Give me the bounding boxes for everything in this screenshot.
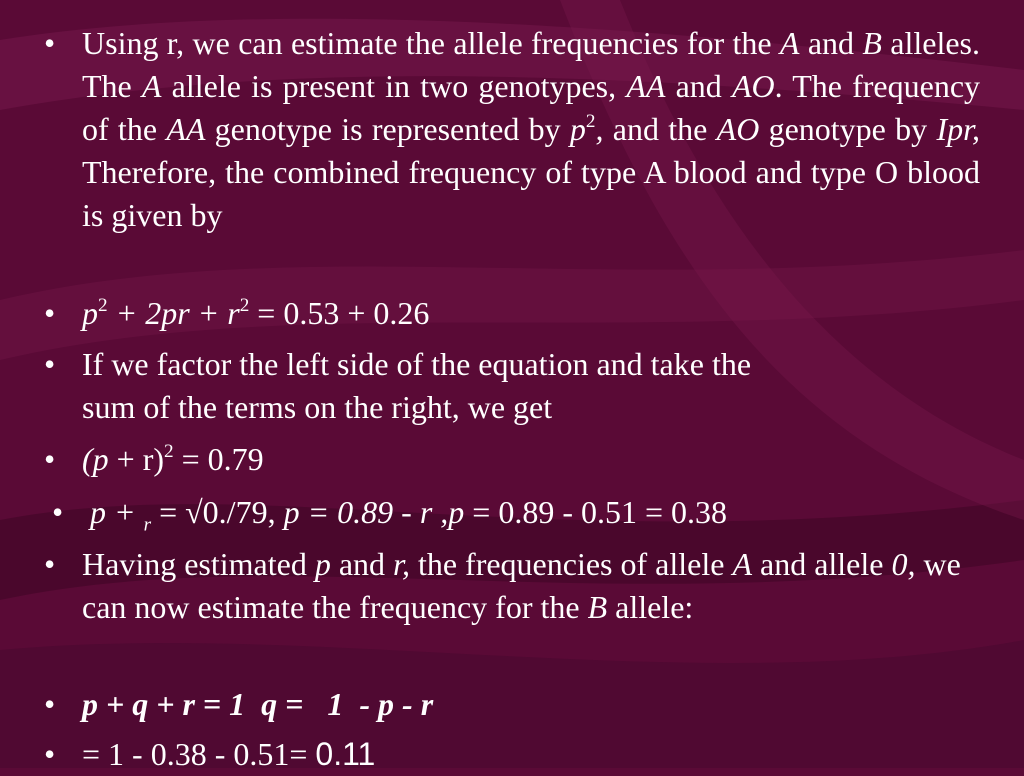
text-segment: p + q + r = 1 q = 1 - p - r [82, 686, 434, 722]
superscript: 2 [98, 295, 108, 317]
text-segment: genotype by [759, 111, 937, 147]
text-segment: AA [626, 68, 666, 104]
text-segment: Using r, we can estimate the allele frequencies for the [82, 25, 780, 61]
text-segment: and the [603, 111, 717, 147]
bullet-q-result [82, 733, 980, 776]
text-segment: 0, [891, 546, 916, 582]
text-line: sum of the terms on the right, we get [82, 389, 553, 425]
superscript: 2 [585, 111, 596, 133]
text-segment: = 0.89 - 0.51 = 0.38 [464, 494, 728, 530]
text-segment: A [732, 546, 752, 582]
text-segment: A [141, 68, 162, 104]
text-segment: p [314, 546, 331, 582]
text-segment: + 2pr + r [107, 295, 240, 331]
text-segment: r, [393, 546, 410, 582]
text-segment: the frequencies of allele [409, 546, 733, 582]
text-segment: p [82, 295, 98, 331]
text-segment: Having estimated [82, 546, 315, 582]
text-segment: = √0./79, [151, 494, 284, 530]
text-segment: alleles. The [82, 25, 981, 104]
result-value: 0.11 [315, 736, 376, 772]
text-segment: , [595, 111, 604, 147]
bullet-factor-explanation [82, 343, 980, 429]
text-segment: p + [90, 494, 144, 530]
text-segment: allele is present in two genotypes, [161, 68, 627, 104]
text-segment: = 1 - 0.38 - 0.51= [82, 736, 316, 772]
text-segment: allele: [607, 589, 694, 625]
text-segment: p [569, 111, 586, 147]
text-segment: genotype is represented by [205, 111, 570, 147]
bullet-allele-estimation [82, 22, 980, 237]
text-segment: = 0.79 [173, 441, 264, 477]
text-segment: AO [716, 111, 760, 147]
bullet-estimate-b [82, 543, 980, 629]
text-segment: and [330, 546, 394, 582]
text-segment: . The frequency of the [82, 68, 981, 147]
text-segment: A [779, 25, 800, 61]
bullet-equation-expanded [82, 292, 980, 335]
text-segment: = 0.53 + 0.26 [249, 295, 430, 331]
text-segment: (p [82, 441, 109, 477]
text-segment: and [799, 25, 863, 61]
text-segment: AO [731, 68, 775, 104]
superscript: 2 [239, 295, 250, 317]
text-segment: Therefore, the combined frequency of type A blood and type O blood is given by [82, 154, 980, 233]
bullet-solve-p [90, 491, 988, 534]
superscript: 2 [164, 441, 174, 463]
text-segment: and [665, 68, 732, 104]
text-segment: + r) [108, 441, 165, 477]
text-segment: AA [166, 111, 206, 147]
text-segment: p = 0.89 - r ,p [283, 494, 465, 530]
text-line: If we factor the left side of the equation and take the [82, 346, 752, 382]
bullet-factored-equation [82, 438, 980, 481]
subscript: r [143, 514, 152, 536]
text-segment: B [862, 25, 882, 61]
text-segment: B [587, 589, 608, 625]
text-segment: Ipr, [936, 111, 981, 147]
bullet-sum-equation [82, 683, 980, 726]
text-segment: and allele [751, 546, 892, 582]
text-segment: we can now estimate the frequency for the [82, 546, 961, 625]
